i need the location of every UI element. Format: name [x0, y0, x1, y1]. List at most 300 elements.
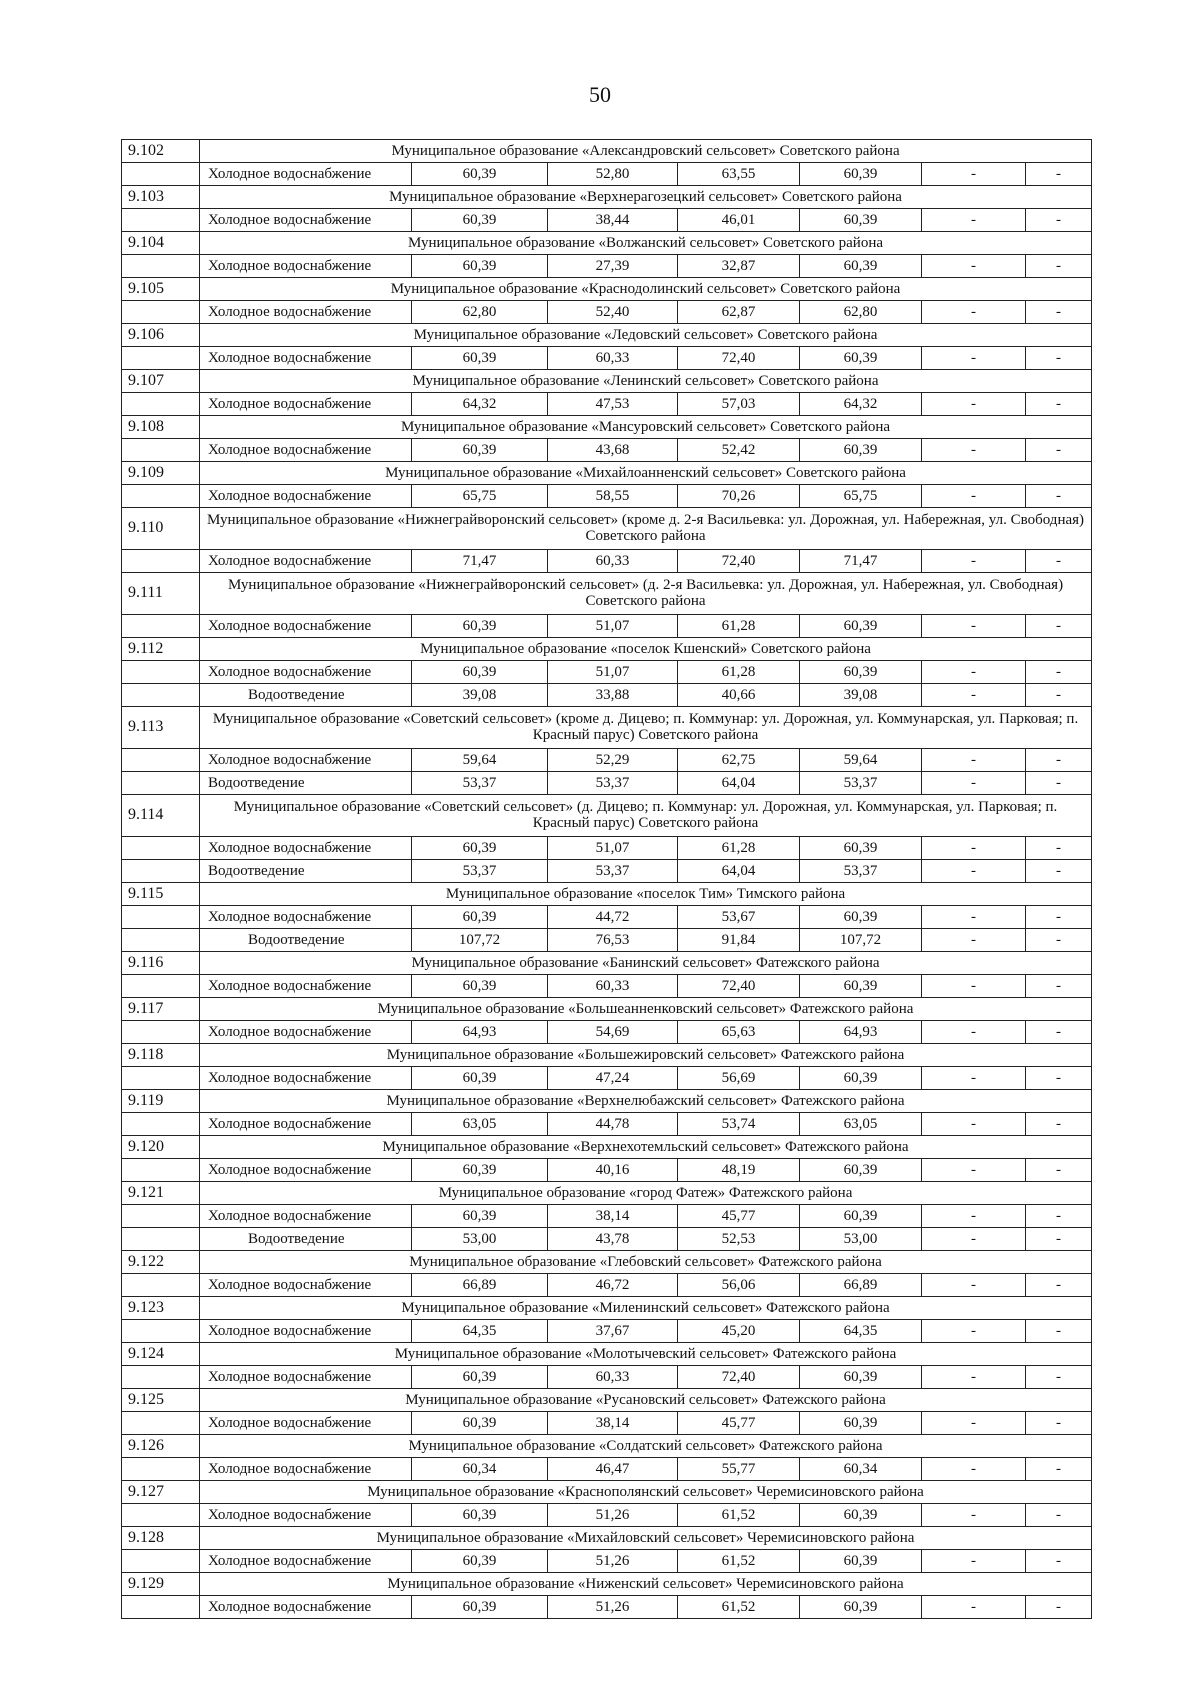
- tariff-value: 60,39: [412, 837, 548, 860]
- section-title: Муниципальное образование «Мансуровский сельсовет» Советского района: [200, 416, 1092, 439]
- tariff-value: -: [922, 1205, 1026, 1228]
- service-name: Холодное водоснабжение: [200, 1159, 412, 1182]
- section-header-row: [122, 795, 1092, 837]
- tariff-value: 40,16: [548, 1159, 678, 1182]
- tariff-value: -: [1026, 906, 1092, 929]
- tariff-row: [122, 347, 1092, 370]
- tariff-row: [122, 1228, 1092, 1251]
- tariff-value: -: [1026, 1067, 1092, 1090]
- section-title: Муниципальное образование «Глебовский сельсовет» Фатежского района: [200, 1251, 1092, 1274]
- section-title: Муниципальное образование «Краснодолинский сельсовет» Советского района: [200, 278, 1092, 301]
- tariff-value: 60,39: [412, 615, 548, 638]
- row-number-blank: [122, 1504, 200, 1527]
- tariff-value: 60,39: [412, 1596, 548, 1619]
- row-number-blank: [122, 1205, 200, 1228]
- tariff-value: 63,05: [412, 1113, 548, 1136]
- tariff-value: -: [1026, 860, 1092, 883]
- section-header-row: [122, 1573, 1092, 1596]
- section-title: Муниципальное образование «Ледовский сельсовет» Советского района: [200, 324, 1092, 347]
- tariff-value: 46,01: [678, 209, 800, 232]
- tariff-value: -: [922, 615, 1026, 638]
- row-number-blank: [122, 209, 200, 232]
- row-number-blank: [122, 860, 200, 883]
- tariff-value: 66,89: [412, 1274, 548, 1297]
- tariff-value: 59,64: [412, 749, 548, 772]
- tariff-value: 53,67: [678, 906, 800, 929]
- tariff-row: [122, 1596, 1092, 1619]
- tariff-value: 44,78: [548, 1113, 678, 1136]
- row-number-blank: [122, 1320, 200, 1343]
- tariff-value: 62,80: [800, 301, 922, 324]
- section-header-row: [122, 707, 1092, 749]
- row-number-blank: [122, 439, 200, 462]
- tariff-row: [122, 1320, 1092, 1343]
- tariff-value: 60,39: [800, 615, 922, 638]
- tariff-value: 63,55: [678, 163, 800, 186]
- service-name: Холодное водоснабжение: [200, 1113, 412, 1136]
- section-header-row: [122, 370, 1092, 393]
- service-name: Холодное водоснабжение: [200, 439, 412, 462]
- section-header-row: [122, 1044, 1092, 1067]
- tariff-value: -: [922, 1113, 1026, 1136]
- service-name: Холодное водоснабжение: [200, 615, 412, 638]
- tariff-value: -: [922, 163, 1026, 186]
- tariff-value: 51,07: [548, 837, 678, 860]
- service-name: Холодное водоснабжение: [200, 1021, 412, 1044]
- tariff-value: 61,52: [678, 1596, 800, 1619]
- tariff-value: -: [922, 661, 1026, 684]
- service-name: Холодное водоснабжение: [200, 1366, 412, 1389]
- tariff-value: 60,39: [800, 209, 922, 232]
- section-header-row: [122, 1527, 1092, 1550]
- tariff-value: 39,08: [800, 684, 922, 707]
- tariff-value: -: [922, 255, 1026, 278]
- tariff-value: 52,80: [548, 163, 678, 186]
- tariff-value: -: [1026, 1113, 1092, 1136]
- tariff-value: 61,28: [678, 661, 800, 684]
- tariff-value: 60,39: [800, 1366, 922, 1389]
- tariff-value: -: [922, 1596, 1026, 1619]
- section-number: 9.121: [122, 1182, 200, 1205]
- tariff-row: [122, 1412, 1092, 1435]
- tariff-value: 51,26: [548, 1550, 678, 1573]
- tariff-row: [122, 906, 1092, 929]
- tariff-value: 60,39: [800, 661, 922, 684]
- tariff-value: 52,40: [548, 301, 678, 324]
- section-header-row: [122, 1090, 1092, 1113]
- tariff-value: 72,40: [678, 975, 800, 998]
- tariff-value: -: [922, 1159, 1026, 1182]
- tariff-value: 60,39: [800, 439, 922, 462]
- tariff-value: -: [922, 209, 1026, 232]
- section-title: Муниципальное образование «Волжанский сельсовет» Советского района: [200, 232, 1092, 255]
- tariff-value: 60,39: [800, 1067, 922, 1090]
- row-number-blank: [122, 1067, 200, 1090]
- tariff-value: 56,06: [678, 1274, 800, 1297]
- service-name: Холодное водоснабжение: [200, 301, 412, 324]
- section-number: 9.105: [122, 278, 200, 301]
- section-title: Муниципальное образование «Молотычевский сельсовет» Фатежского района: [200, 1343, 1092, 1366]
- tariff-value: 51,26: [548, 1504, 678, 1527]
- tariff-value: -: [1026, 1412, 1092, 1435]
- tariff-value: -: [1026, 1504, 1092, 1527]
- tariff-row: [122, 772, 1092, 795]
- tariff-value: -: [1026, 684, 1092, 707]
- section-number: 9.102: [122, 140, 200, 163]
- service-name: Холодное водоснабжение: [200, 1205, 412, 1228]
- tariff-value: -: [1026, 1550, 1092, 1573]
- service-name: Водоотведение: [200, 860, 412, 883]
- tariff-row: [122, 975, 1092, 998]
- tariff-value: 60,39: [800, 837, 922, 860]
- tariff-value: 70,26: [678, 485, 800, 508]
- section-number: 9.112: [122, 638, 200, 661]
- section-title: Муниципальное образование «поселок Тим» Тимского района: [200, 883, 1092, 906]
- section-number: 9.113: [122, 707, 200, 749]
- section-title: Муниципальное образование «Нижнеграйворонский сельсовет» (кроме д. 2-я Васильевка: ул. Дорожная, ул. Набережная, ул. Свободная) Советского района: [200, 508, 1092, 550]
- tariff-value: 64,32: [800, 393, 922, 416]
- section-title: Муниципальное образование «Александровский сельсовет» Советского района: [200, 140, 1092, 163]
- tariff-value: -: [922, 1412, 1026, 1435]
- service-name: Холодное водоснабжение: [200, 1320, 412, 1343]
- tariff-value: 60,39: [800, 1205, 922, 1228]
- row-number-blank: [122, 485, 200, 508]
- section-number: 9.108: [122, 416, 200, 439]
- section-number: 9.115: [122, 883, 200, 906]
- section-header-row: [122, 186, 1092, 209]
- tariff-value: -: [1026, 347, 1092, 370]
- tariff-value: 60,39: [412, 1205, 548, 1228]
- tariff-row: [122, 684, 1092, 707]
- tariff-value: 57,03: [678, 393, 800, 416]
- tariff-value: -: [922, 301, 1026, 324]
- tariff-value: 44,72: [548, 906, 678, 929]
- tariff-row: [122, 1274, 1092, 1297]
- section-number: 9.120: [122, 1136, 200, 1159]
- tariff-value: 64,04: [678, 772, 800, 795]
- section-title: Муниципальное образование «Банинский сельсовет» Фатежского района: [200, 952, 1092, 975]
- row-number-blank: [122, 615, 200, 638]
- row-number-blank: [122, 301, 200, 324]
- tariff-row: [122, 1113, 1092, 1136]
- section-number: 9.129: [122, 1573, 200, 1596]
- tariff-row: [122, 209, 1092, 232]
- row-number-blank: [122, 1550, 200, 1573]
- tariff-value: 72,40: [678, 347, 800, 370]
- tariff-value: -: [1026, 615, 1092, 638]
- row-number-blank: [122, 550, 200, 573]
- tariff-value: -: [922, 684, 1026, 707]
- tariff-value: 60,39: [412, 1067, 548, 1090]
- tariff-value: 76,53: [548, 929, 678, 952]
- section-title: Муниципальное образование «поселок Кшенский» Советского района: [200, 638, 1092, 661]
- tariff-value: 48,19: [678, 1159, 800, 1182]
- row-number-blank: [122, 1274, 200, 1297]
- tariff-value: 60,34: [412, 1458, 548, 1481]
- tariff-value: 60,39: [412, 1412, 548, 1435]
- tariff-value: 52,42: [678, 439, 800, 462]
- tariff-value: 53,37: [548, 860, 678, 883]
- tariff-value: 60,39: [412, 1366, 548, 1389]
- tariff-value: 72,40: [678, 1366, 800, 1389]
- tariff-value: 60,39: [800, 906, 922, 929]
- tariff-value: 55,77: [678, 1458, 800, 1481]
- tariff-value: -: [922, 837, 1026, 860]
- tariff-value: -: [1026, 439, 1092, 462]
- tariff-row: [122, 1504, 1092, 1527]
- section-header-row: [122, 573, 1092, 615]
- section-number: 9.124: [122, 1343, 200, 1366]
- tariff-value: 60,39: [412, 347, 548, 370]
- tariff-row: [122, 929, 1092, 952]
- section-number: 9.127: [122, 1481, 200, 1504]
- tariff-value: 60,33: [548, 550, 678, 573]
- tariff-value: 60,39: [800, 1412, 922, 1435]
- section-header-row: [122, 1389, 1092, 1412]
- row-number-blank: [122, 1458, 200, 1481]
- tariff-value: -: [1026, 929, 1092, 952]
- tariff-value: 53,37: [412, 860, 548, 883]
- service-name: Холодное водоснабжение: [200, 255, 412, 278]
- tariff-value: -: [922, 860, 1026, 883]
- section-header-row: [122, 462, 1092, 485]
- tariff-value: -: [1026, 255, 1092, 278]
- tariff-value: 107,72: [800, 929, 922, 952]
- tariff-value: 60,39: [412, 439, 548, 462]
- tariff-row: [122, 1205, 1092, 1228]
- tariff-value: 40,66: [678, 684, 800, 707]
- tariff-value: 60,39: [412, 906, 548, 929]
- tariff-value: 60,39: [800, 1596, 922, 1619]
- section-header-row: [122, 324, 1092, 347]
- row-number-blank: [122, 1228, 200, 1251]
- row-number-blank: [122, 347, 200, 370]
- service-name: Холодное водоснабжение: [200, 1458, 412, 1481]
- tariff-value: -: [1026, 772, 1092, 795]
- section-number: 9.123: [122, 1297, 200, 1320]
- tariff-value: -: [922, 749, 1026, 772]
- tariff-value: 64,35: [412, 1320, 548, 1343]
- section-header-row: [122, 140, 1092, 163]
- tariff-value: 56,69: [678, 1067, 800, 1090]
- tariff-row: [122, 393, 1092, 416]
- tariff-value: 60,39: [412, 1550, 548, 1573]
- tariff-value: -: [922, 393, 1026, 416]
- tariff-value: 65,75: [412, 485, 548, 508]
- tariff-value: -: [1026, 209, 1092, 232]
- section-header-row: [122, 1481, 1092, 1504]
- row-number-blank: [122, 1159, 200, 1182]
- section-header-row: [122, 883, 1092, 906]
- tariff-value: 71,47: [412, 550, 548, 573]
- service-name: Холодное водоснабжение: [200, 1550, 412, 1573]
- tariff-value: -: [1026, 301, 1092, 324]
- section-title: Муниципальное образование «Ленинский сельсовет» Советского района: [200, 370, 1092, 393]
- tariff-value: 32,87: [678, 255, 800, 278]
- tariff-value: -: [1026, 975, 1092, 998]
- service-name: Холодное водоснабжение: [200, 661, 412, 684]
- section-header-row: [122, 416, 1092, 439]
- service-name: Холодное водоснабжение: [200, 393, 412, 416]
- tariff-value: 60,33: [548, 975, 678, 998]
- tariff-value: 60,39: [412, 1159, 548, 1182]
- tariff-value: 60,39: [800, 1159, 922, 1182]
- section-header-row: [122, 1297, 1092, 1320]
- tariff-value: -: [1026, 749, 1092, 772]
- section-number: 9.104: [122, 232, 200, 255]
- tariff-value: 61,28: [678, 837, 800, 860]
- tariff-value: 38,44: [548, 209, 678, 232]
- section-header-row: [122, 1343, 1092, 1366]
- tariff-value: 60,39: [800, 163, 922, 186]
- service-name: Холодное водоснабжение: [200, 1412, 412, 1435]
- page-number: 50: [589, 82, 611, 107]
- tariff-value: -: [1026, 1320, 1092, 1343]
- tariff-value: 39,08: [412, 684, 548, 707]
- tariff-value: 51,07: [548, 661, 678, 684]
- row-number-blank: [122, 1412, 200, 1435]
- tariff-value: -: [922, 1504, 1026, 1527]
- section-number: 9.126: [122, 1435, 200, 1458]
- section-title: Муниципальное образование «Миленинский сельсовет» Фатежского района: [200, 1297, 1092, 1320]
- section-title: Муниципальное образование «Большеанненковский сельсовет» Фатежского района: [200, 998, 1092, 1021]
- section-title: Муниципальное образование «Советский сельсовет» (д. Дицево; п. Коммунар: ул. Дорожная, ул. Коммунарская, ул. Парковая; п. Красный парус) Советского района: [200, 795, 1092, 837]
- tariff-value: 107,72: [412, 929, 548, 952]
- section-number: 9.117: [122, 998, 200, 1021]
- tariff-value: 62,75: [678, 749, 800, 772]
- tariff-value: -: [1026, 1159, 1092, 1182]
- section-title: Муниципальное образование «город Фатеж» Фатежского района: [200, 1182, 1092, 1205]
- tariff-value: -: [922, 1067, 1026, 1090]
- section-title: Муниципальное образование «Нижнеграйворонский сельсовет» (д. 2-я Васильевка: ул. Дорожная, ул. Набережная, ул. Свободная) Советского района: [200, 573, 1092, 615]
- tariff-value: 58,55: [548, 485, 678, 508]
- tariff-value: -: [1026, 550, 1092, 573]
- row-number-blank: [122, 661, 200, 684]
- tariff-value: 46,47: [548, 1458, 678, 1481]
- tariff-row: [122, 749, 1092, 772]
- service-name: Холодное водоснабжение: [200, 347, 412, 370]
- row-number-blank: [122, 772, 200, 795]
- service-name: Холодное водоснабжение: [200, 1274, 412, 1297]
- tariff-value: -: [1026, 837, 1092, 860]
- tariff-value: 60,39: [800, 975, 922, 998]
- tariff-row: [122, 837, 1092, 860]
- tariff-value: -: [922, 1320, 1026, 1343]
- tariff-value: -: [922, 906, 1026, 929]
- service-name: Холодное водоснабжение: [200, 1504, 412, 1527]
- tariff-value: -: [1026, 393, 1092, 416]
- tariff-value: 64,32: [412, 393, 548, 416]
- section-number: 9.114: [122, 795, 200, 837]
- tariff-value: 63,05: [800, 1113, 922, 1136]
- tariff-value: 52,29: [548, 749, 678, 772]
- tariff-row: [122, 163, 1092, 186]
- service-name: Водоотведение: [200, 1228, 412, 1251]
- tariff-value: 64,93: [412, 1021, 548, 1044]
- tariff-value: 71,47: [800, 550, 922, 573]
- section-number: 9.119: [122, 1090, 200, 1113]
- section-number: 9.106: [122, 324, 200, 347]
- section-title: Муниципальное образование «Михайлоанненский сельсовет» Советского района: [200, 462, 1092, 485]
- tariff-row: [122, 255, 1092, 278]
- tariff-value: 60,33: [548, 347, 678, 370]
- section-header-row: [122, 232, 1092, 255]
- tariff-value: 54,69: [548, 1021, 678, 1044]
- tariff-value: 66,89: [800, 1274, 922, 1297]
- section-number: 9.109: [122, 462, 200, 485]
- section-number: 9.103: [122, 186, 200, 209]
- row-number-blank: [122, 393, 200, 416]
- tariff-value: -: [1026, 661, 1092, 684]
- tariff-value: -: [1026, 1021, 1092, 1044]
- section-number: 9.128: [122, 1527, 200, 1550]
- tariff-value: 61,28: [678, 615, 800, 638]
- tariff-value: 45,77: [678, 1412, 800, 1435]
- tariff-value: 37,67: [548, 1320, 678, 1343]
- tariff-value: -: [1026, 1596, 1092, 1619]
- tariff-value: 60,39: [412, 1504, 548, 1527]
- tariff-value: -: [922, 439, 1026, 462]
- tariff-row: [122, 439, 1092, 462]
- tariff-value: 62,87: [678, 301, 800, 324]
- tariff-value: 64,04: [678, 860, 800, 883]
- tariff-value: 38,14: [548, 1205, 678, 1228]
- tariff-value: 65,75: [800, 485, 922, 508]
- tariff-row: [122, 1458, 1092, 1481]
- tariff-value: -: [922, 975, 1026, 998]
- tariff-value: 65,63: [678, 1021, 800, 1044]
- tariff-value: -: [922, 1550, 1026, 1573]
- section-title: Муниципальное образование «Русановский сельсовет» Фатежского района: [200, 1389, 1092, 1412]
- service-name: Холодное водоснабжение: [200, 975, 412, 998]
- tariff-value: 46,72: [548, 1274, 678, 1297]
- row-number-blank: [122, 837, 200, 860]
- tariff-value: 47,24: [548, 1067, 678, 1090]
- service-name: Холодное водоснабжение: [200, 837, 412, 860]
- tariff-value: 47,53: [548, 393, 678, 416]
- tariff-value: 53,37: [548, 772, 678, 795]
- tariff-row: [122, 301, 1092, 324]
- tariff-value: 60,39: [412, 209, 548, 232]
- tariff-value: -: [1026, 1228, 1092, 1251]
- service-name: Водоотведение: [200, 929, 412, 952]
- tariff-row: [122, 1550, 1092, 1573]
- tariff-value: 53,37: [800, 772, 922, 795]
- row-number-blank: [122, 975, 200, 998]
- row-number-blank: [122, 929, 200, 952]
- tariff-value: -: [922, 772, 1026, 795]
- tariff-value: 43,68: [548, 439, 678, 462]
- tariff-row: [122, 1159, 1092, 1182]
- tariff-value: 51,07: [548, 615, 678, 638]
- section-title: Муниципальное образование «Верхнелюбажский сельсовет» Фатежского района: [200, 1090, 1092, 1113]
- tariff-value: -: [1026, 1274, 1092, 1297]
- section-number: 9.111: [122, 573, 200, 615]
- tariff-value: 33,88: [548, 684, 678, 707]
- section-title: Муниципальное образование «Верхнерагозецкий сельсовет» Советского района: [200, 186, 1092, 209]
- tariff-value: 43,78: [548, 1228, 678, 1251]
- service-name: Холодное водоснабжение: [200, 1067, 412, 1090]
- tariff-value: 51,26: [548, 1596, 678, 1619]
- tariff-value: 45,20: [678, 1320, 800, 1343]
- row-number-blank: [122, 163, 200, 186]
- section-number: 9.107: [122, 370, 200, 393]
- section-number: 9.110: [122, 508, 200, 550]
- tariff-value: 60,33: [548, 1366, 678, 1389]
- section-number: 9.116: [122, 952, 200, 975]
- tariff-value: 53,37: [412, 772, 548, 795]
- service-name: Холодное водоснабжение: [200, 1596, 412, 1619]
